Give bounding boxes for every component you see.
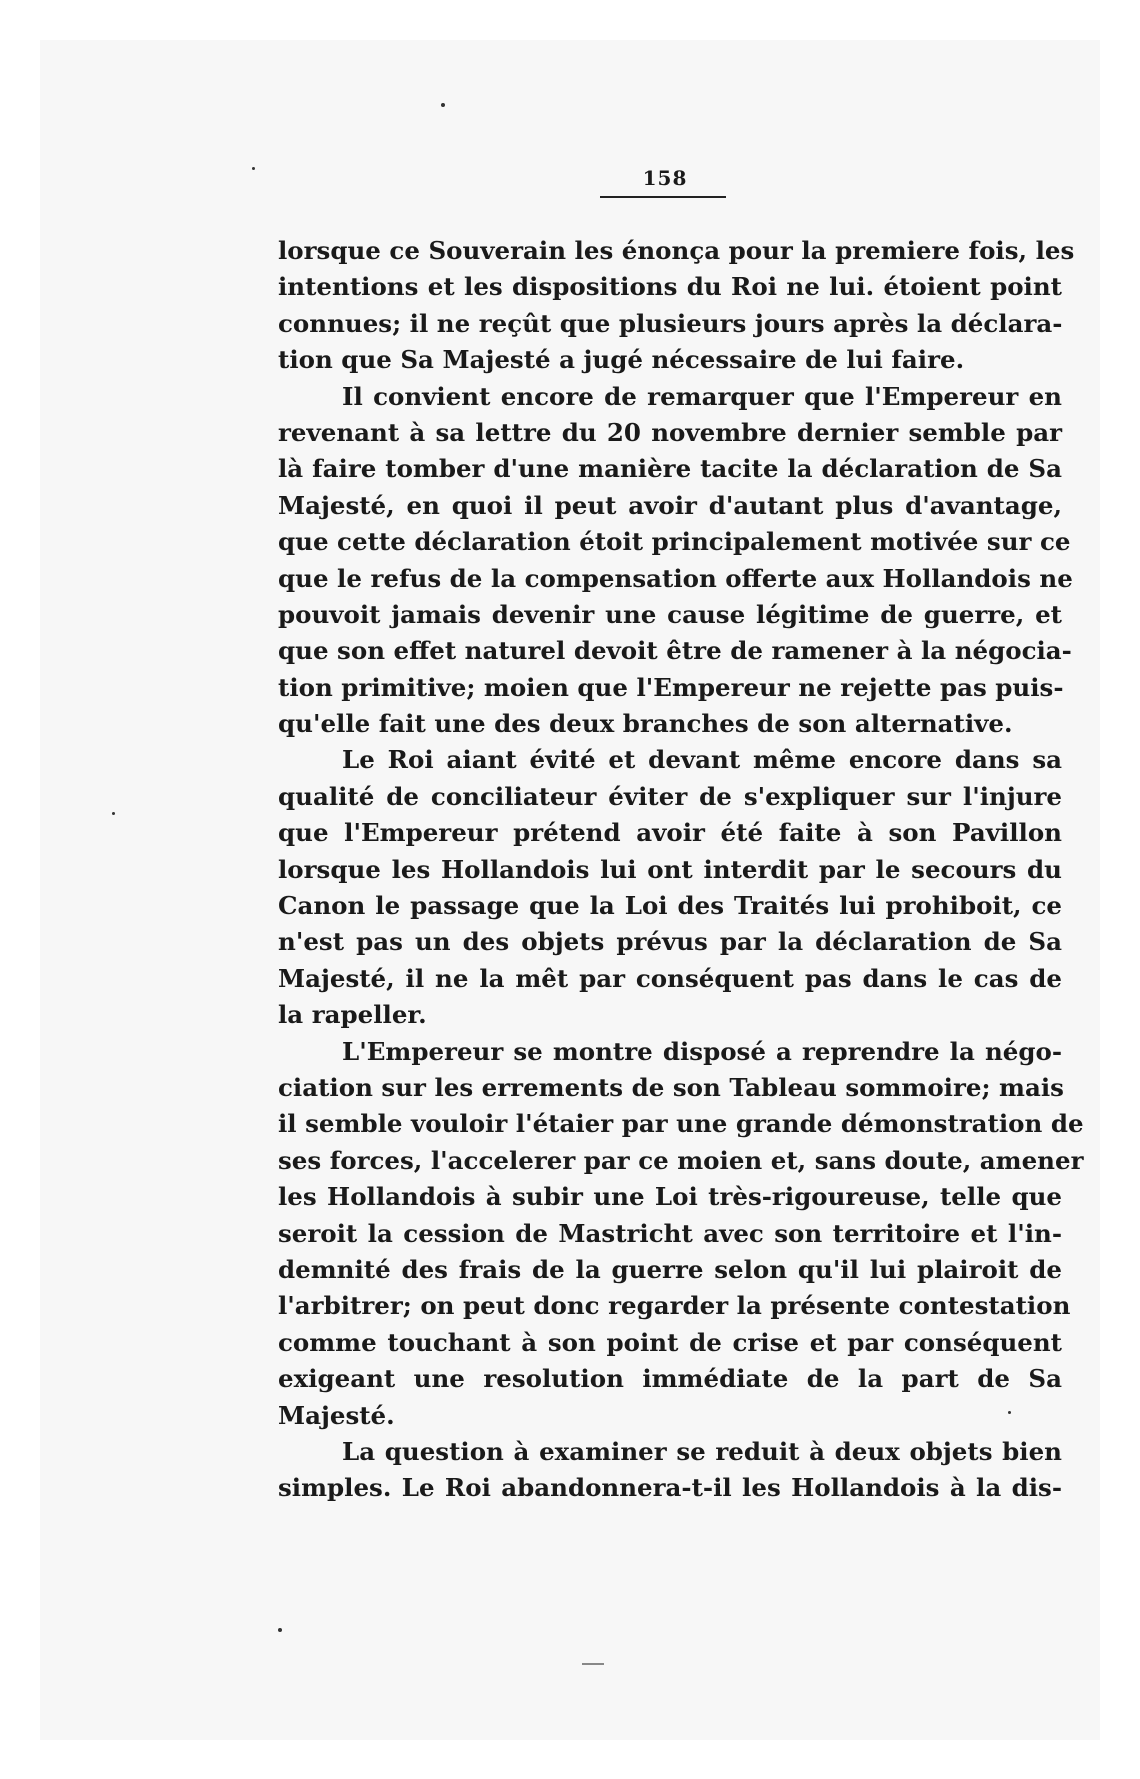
page-number: 158 <box>642 166 688 190</box>
page-number-rule <box>600 196 726 198</box>
text-line: connues; il ne reçût que plusieurs jours après la déclara- <box>278 308 1063 338</box>
scan-speck <box>278 1628 282 1632</box>
text-line: qualité de conciliateur éviter de s'expliquer sur l'injure <box>278 781 1062 811</box>
text-line: que l'Empereur prétend avoir été faite à son Pavillon <box>278 818 1062 848</box>
text-line: Le Roi aiant évité et devant même encore dans sa <box>342 745 1062 775</box>
scan-speck <box>441 103 445 107</box>
text-line: L'Empereur se montre disposé a reprendre la négo- <box>342 1036 1062 1066</box>
text-line: lorsque les Hollandois lui ont interdit par le secours du <box>278 854 1062 884</box>
text-line: Majesté. <box>278 1400 395 1430</box>
text-line: Majesté, en quoi il peut avoir d'autant plus d'avantage, <box>278 490 1062 520</box>
text-line: comme touchant à son point de crise et par conséquent <box>278 1327 1062 1357</box>
text-line: Canon le passage que la Loi des Traités lui prohiboit, ce <box>278 891 1062 921</box>
text-line: tion que Sa Majesté a jugé nécessaire de lui faire. <box>278 345 965 375</box>
scan-mark <box>582 1663 604 1665</box>
scan-speck <box>252 167 255 170</box>
text-line: que cette déclaration étoit principalement motivée sur ce <box>278 527 1071 557</box>
text-line: intentions et les dispositions du Roi ne lui. étoient point <box>278 272 1062 302</box>
text-line: seroit la cession de Mastricht avec son territoire et l'in- <box>278 1218 1062 1248</box>
text-line: pouvoit jamais devenir une cause légitime de guerre, et <box>278 599 1062 629</box>
scan-speck <box>112 812 115 815</box>
text-line: que le refus de la compensation offerte aux Hollandois ne <box>278 563 1073 593</box>
text-line: l'arbitrer; on peut donc regarder la présente contestation <box>278 1291 1071 1321</box>
text-line: les Hollandois à subir une Loi très-rigoureuse, telle que <box>278 1182 1062 1212</box>
scan-speck <box>1008 1411 1011 1414</box>
text-line: tion primitive; moien que l'Empereur ne rejette pas puis- <box>278 672 1064 702</box>
text-line: il semble vouloir l'étaier par une grande démonstration de <box>278 1109 1084 1139</box>
text-line: ses forces, l'accelerer par ce moien et, sans doute, amener <box>278 1145 1084 1175</box>
text-line: n'est pas un des objets prévus par la déclaration de Sa <box>278 927 1062 957</box>
text-line: que son effet naturel devoit être de ramener à la négocia- <box>278 636 1072 666</box>
text-line: lorsque ce Souverain les énonça pour la premiere fois, les <box>278 236 1075 265</box>
text-line: revenant à sa lettre du 20 novembre dernier semble par <box>278 417 1062 447</box>
text-line: ciation sur les errements de son Tableau sommoire; mais <box>278 1072 1064 1102</box>
text-line: demnité des frais de la guerre selon qu'il lui plairoit de <box>278 1254 1062 1284</box>
body-text <box>278 233 1084 1507</box>
text-line: La question à examiner se reduit à deux objets bien <box>342 1436 1062 1466</box>
text-line: exigeant une resolution immédiate de la part de Sa <box>278 1364 1062 1394</box>
text-line: la rapeller. <box>278 1000 427 1030</box>
text-line: Majesté, il ne la mêt par conséquent pas dans le cas de <box>278 963 1062 993</box>
text-line: simples. Le Roi abandonnera-t-il les Hollandois à la dis- <box>278 1473 1062 1503</box>
text-line: là faire tomber d'une manière tacite la déclaration de Sa <box>278 454 1062 484</box>
text-line: Il convient encore de remarquer que l'Empereur en <box>342 381 1062 411</box>
text-line: qu'elle fait une des deux branches de son alternative. <box>278 709 1013 739</box>
